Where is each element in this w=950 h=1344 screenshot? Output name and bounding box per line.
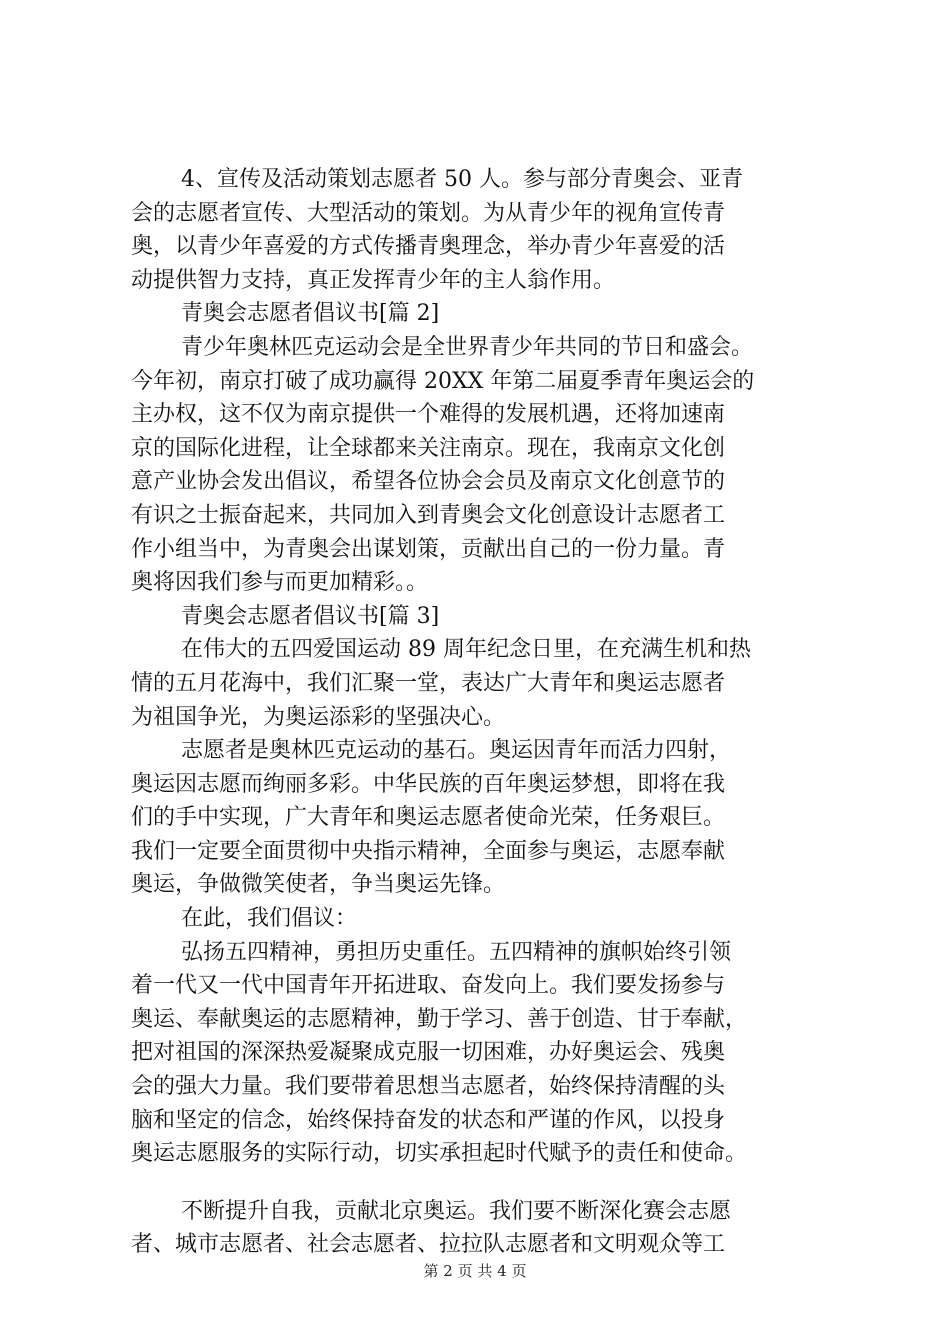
page-number-label: 第 2 页 共 4 页	[423, 1262, 527, 1280]
paragraph-gap	[131, 1171, 846, 1195]
text-line: 今年初，南京打破了成功赢得 20XX 年第二届夏季青年奥运会的	[131, 368, 755, 394]
text-line: 奥运，争做微笑使者，争当奥运先锋。	[131, 872, 506, 898]
text-line: 作小组当中，为青奥会出谋划策，贡献出自己的一份力量。青	[131, 536, 726, 562]
text-line: 我们一定要全面贯彻中央指示精神，全面参与奥运，志愿奉献	[131, 838, 726, 864]
text-line: 4、宣传及活动策划志愿者 50 人。参与部分青奥会、亚青	[181, 167, 743, 192]
text-line: 有识之士振奋起来，共同加入到青奥会文化创意设计志愿者工	[131, 502, 726, 528]
text-line: 志愿者是奥林匹克运动的基石。奥运因青年而活力四射，	[181, 738, 732, 764]
text-line: 动提供智力支持，真正发挥青少年的主人翁作用。	[131, 267, 616, 293]
text-line: 会的强大力量。我们要带着思想当志愿者，始终保持清醒的头	[131, 1074, 726, 1100]
text-line: 意产业协会发出倡议，希望各位协会会员及南京文化创意节的	[131, 469, 726, 495]
text-line: 们的手中实现，广大青年和奥运志愿者使命光荣，任务艰巨。	[131, 805, 726, 831]
text-line: 情的五月花海中，我们汇聚一堂，表达广大青年和奥运志愿者	[131, 670, 726, 696]
text-line: 在伟大的五四爱国运动 89 周年纪念日里，在充满生机和热	[181, 637, 751, 663]
document-body	[131, 163, 846, 1262]
section-heading: 青奥会志愿者倡议书[篇 3]	[181, 603, 440, 629]
text-line: 弘扬五四精神，勇担历史重任。五四精神的旗帜始终引领	[181, 939, 732, 965]
text-line: 奥运、奉献奥运的志愿精神，勤于学习、善于创造、甘于奉献，	[131, 1006, 748, 1032]
text-line: 把对祖国的深深热爱凝聚成克服一切困难，办好奥运会、残奥	[131, 1040, 726, 1066]
text-line: 在此，我们倡议：	[181, 906, 358, 932]
text-line: 脑和坚定的信念，始终保持奋发的状态和严谨的作风，以投身	[131, 1107, 726, 1133]
text-line: 不断提升自我，贡献北京奥运。我们要不断深化赛会志愿	[181, 1198, 732, 1224]
text-line: 奥，以青少年喜爱的方式传播青奥理念，举办青少年喜爱的活	[131, 234, 726, 260]
text-line: 奥运志愿服务的实际行动，切实承担起时代赋予的责任和使命。	[131, 1141, 748, 1167]
text-line: 京的国际化进程，让全球都来关注南京。现在，我南京文化创	[131, 435, 726, 461]
text-line: 为祖国争光，为奥运添彩的坚强决心。	[131, 704, 506, 730]
text-line: 奥将因我们参与而更加精彩。。	[131, 570, 429, 596]
text-line: 主办权，这不仅为南京提供一个难得的发展机遇，还将加速南	[131, 402, 726, 428]
text-line: 奥运因志愿而绚丽多彩。中华民族的百年奥运梦想，即将在我	[131, 771, 726, 797]
text-line: 会的志愿者宣传、大型活动的策划。为从青少年的视角宣传青	[131, 200, 726, 226]
page-footer	[0, 1260, 950, 1281]
text-line: 者、城市志愿者、社会志愿者、拉拉队志愿者和文明观众等工	[131, 1232, 726, 1258]
section-heading: 青奥会志愿者倡议书[篇 2]	[181, 301, 440, 327]
text-line: 青少年奥林匹克运动会是全世界青少年共同的节日和盛会。	[181, 334, 754, 360]
text-line: 着一代又一代中国青年开拓进取、奋发向上。我们要发扬参与	[131, 973, 726, 999]
